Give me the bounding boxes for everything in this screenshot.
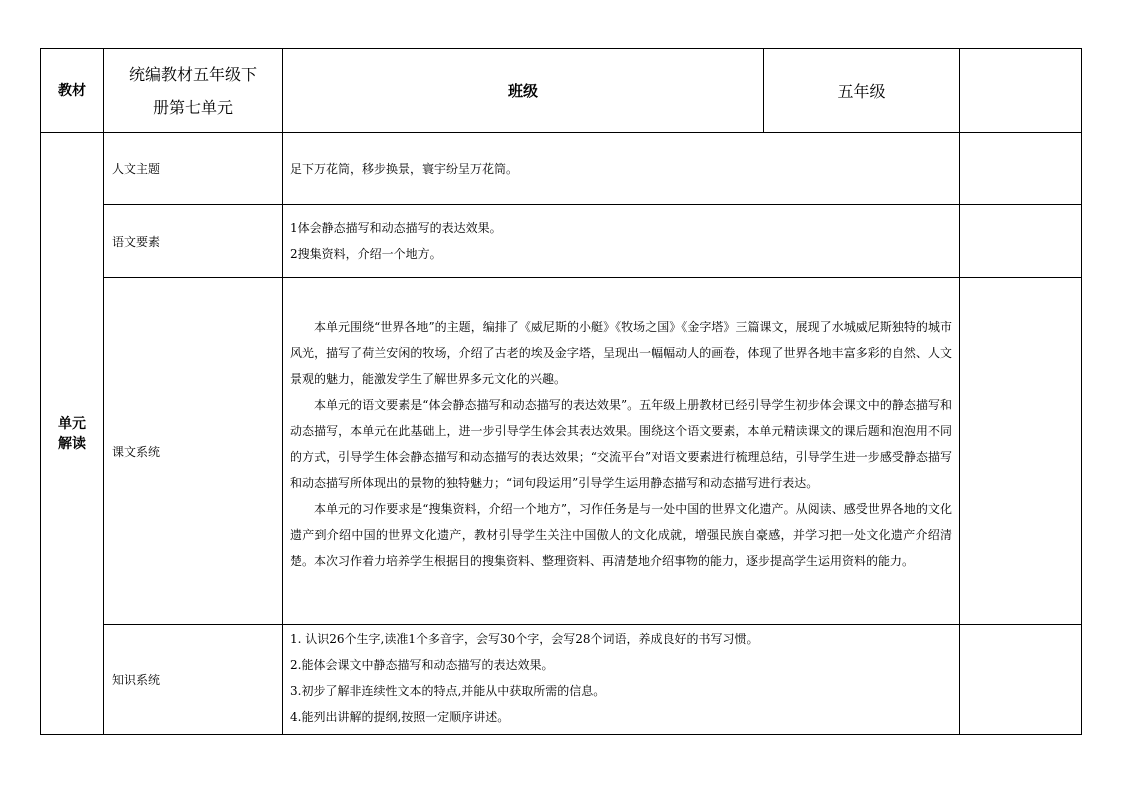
row-label-cell [104, 133, 283, 205]
material-line-2: 册第七单元 [152, 97, 233, 117]
knowledge-line-3: 3.初步了解非连续性文本的特点,并能从中获取所需的信息。 [290, 684, 606, 698]
text-system-paragraph-3: 本单元的习作要求是“搜集资料，介绍一个地方”，习作任务是与一处中国的世界文化遗产。从阅读、感受世界各地的文化遗产到介绍中国的世界文化遗产，教材引导学生关注中国傲人的文化成就，增强民族自豪感，并学习把一处文化遗产介绍清楚。本次习作着力培养学生根据目的搜集资料、整理资料、再清楚地介绍事物的能力，逐步提高学生运用资料的能力。 [290, 502, 952, 568]
row-text-system [41, 278, 1082, 625]
class-label: 班级 [507, 82, 538, 100]
row-empty-cell [960, 625, 1082, 735]
element-line-1: 1体会静态描写和动态描写的表达效果。 [290, 221, 502, 235]
material-label-cell [41, 49, 104, 133]
header-row [41, 49, 1082, 133]
section-label-cell [41, 133, 104, 735]
row-empty-cell [960, 205, 1082, 278]
row-content-cell [283, 625, 960, 735]
row-label: 语文要素 [112, 234, 161, 249]
element-line-2: 2搜集资料，介绍一个地方。 [290, 247, 442, 261]
class-value-cell [764, 49, 960, 133]
row-label: 课文系统 [112, 444, 161, 459]
header-empty-cell [960, 49, 1082, 133]
section-label-line-1: 单元 [58, 415, 86, 432]
text-system-paragraph-1: 本单元围绕“世界各地”的主题，编排了《威尼斯的小艇》《牧场之国》《金字塔》三篇课文，展现了水城威尼斯独特的城市风光，描写了荷兰安闲的牧场，介绍了古老的埃及金字塔，呈现出一幅幅动人的画卷，体现了世界各地丰富多彩的自然、人文景观的魅力，能激发学生了解世界多元文化的兴趣。 [290, 320, 952, 386]
row-knowledge-system [41, 625, 1082, 735]
row-content-cell [283, 205, 960, 278]
knowledge-line-1: 1. 认识26个生字,读准1个多音字，会写30个字，会写28个词语，养成良好的书写习惯。 [290, 632, 759, 646]
knowledge-line-2: 2.能体会课文中静态描写和动态描写的表达效果。 [290, 658, 554, 672]
row-label-cell [104, 278, 283, 625]
row-language-elements [41, 205, 1082, 278]
text-system-paragraph-2: 本单元的语文要素是“体会静态描写和动态描写的表达效果”。五年级上册教材已经引导学生初步体会课文中的静态描写和动态描写，本单元在此基础上，进一步引导学生体会其表达效果。围绕这个语文要素，本单元精读课文的课后题和泡泡用不同的方式，引导学生体会静态描写和动态描写的表达效果；“交流平台”对语文要素进行梳理总结，引导学生进一步感受静态描写和动态描写所体现出的景物的独特魅力；“词句段运用”引导学生运用静态描写和动态描写进行表达。 [290, 398, 952, 490]
material-line-1: 统编教材五年级下 [128, 64, 257, 84]
class-value: 五年级 [837, 82, 886, 101]
row-empty-cell [960, 278, 1082, 625]
row-label: 人文主题 [112, 162, 161, 176]
row-empty-cell [960, 133, 1082, 205]
unit-plan-table [40, 48, 1082, 735]
row-content-cell [283, 133, 960, 205]
row-label-cell [104, 205, 283, 278]
class-label-cell [283, 49, 764, 133]
material-value-cell [104, 49, 283, 133]
theme-text: 足下万花筒，移步换景，寰宇纷呈万花筒。 [290, 161, 519, 176]
material-label: 教材 [58, 82, 86, 99]
knowledge-line-4: 4.能列出讲解的提纲,按照一定顺序讲述。 [290, 710, 510, 724]
row-humanistic-theme [41, 133, 1082, 205]
row-content-cell [283, 278, 960, 625]
row-label-cell [104, 625, 283, 735]
section-label-line-2: 解读 [58, 435, 86, 452]
row-label: 知识系统 [112, 673, 161, 687]
